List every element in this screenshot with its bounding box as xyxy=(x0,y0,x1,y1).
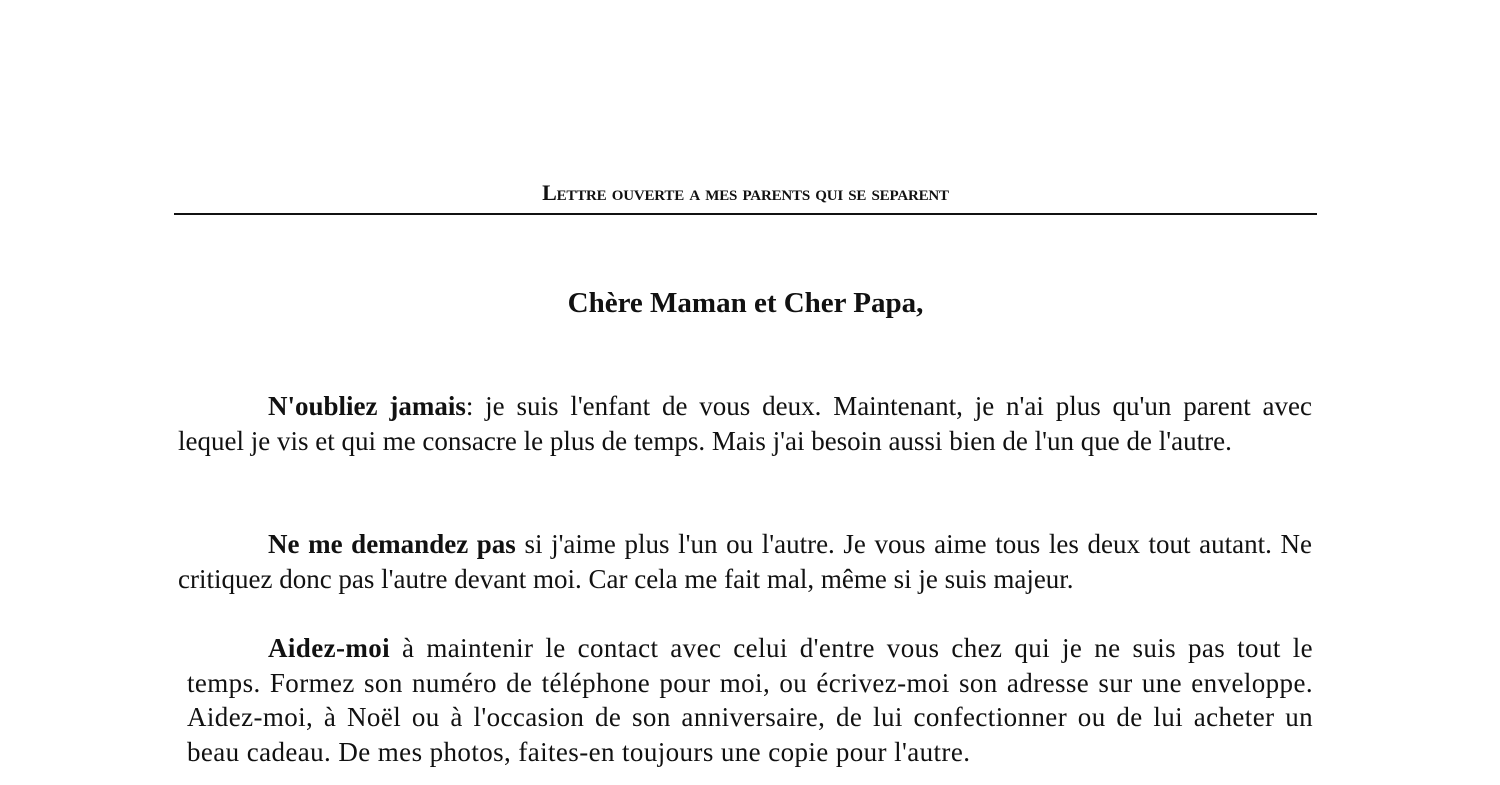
paragraph-2-lead: Ne me demandez pas xyxy=(268,529,516,559)
paragraph-2-text: si j'aime plus l'un ou l'autre. Je vous aime tous les deux tout autant. Ne critiquez donc pas l'autre devant moi. Car cela me fait mal, même si je suis majeur. xyxy=(178,529,1312,594)
salutation: Chère Maman et Cher Papa, xyxy=(567,287,924,319)
paragraph-1-lead: N'oubliez jamais xyxy=(268,391,466,421)
paragraph-3 xyxy=(187,631,1313,769)
paragraph-3-lead: Aidez-moi xyxy=(268,633,391,663)
title-underline-rule xyxy=(174,213,1317,215)
document-title: Lettre ouverte a mes parents qui se separent xyxy=(542,180,949,205)
paragraph-1-text: : je suis l'enfant de vous deux. Maintenant, je n'ai plus qu'un parent avec lequel je vis et qui me consacre le plus de temps. Mais j'ai besoin aussi bien de l'un que de l'autre. xyxy=(178,391,1312,456)
paragraph-1 xyxy=(178,389,1312,458)
paragraph-2 xyxy=(178,527,1312,596)
paragraph-3-text: à maintenir le contact avec celui d'entre vous chez qui je ne suis pas tout le temps. Formez son numéro de téléphone pour moi, ou écrivez-moi son adresse sur une enveloppe. Aidez-moi, à Noël ou à l'occasion de son anniversaire, de lui confectionner ou de lui acheter un beau cadeau. De mes photos, faites-en toujours une copie pour l'autre. xyxy=(187,633,1313,767)
